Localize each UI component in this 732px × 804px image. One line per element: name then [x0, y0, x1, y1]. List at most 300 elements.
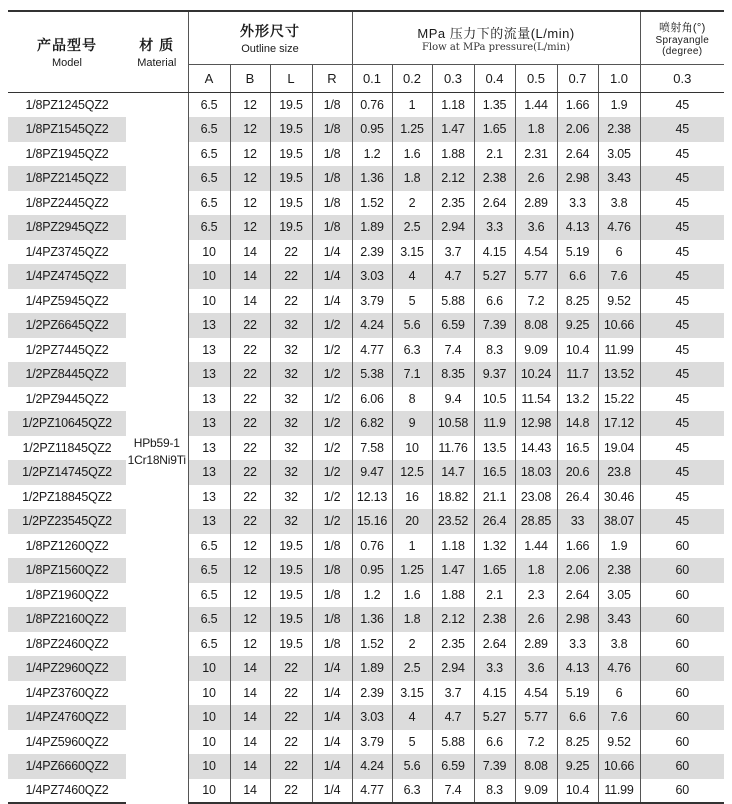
table-row: [8, 313, 724, 338]
cell-spray-angle: 60: [675, 587, 690, 602]
cell-dim-r: 1/4: [312, 264, 352, 289]
cell-spray-angle: 45: [675, 98, 690, 112]
cell-spray-angle: 60: [640, 656, 724, 681]
table-row: [8, 215, 724, 240]
cell-flow-0-7: 20.6: [557, 460, 598, 485]
cell-flow-1-0: 13.52: [598, 362, 640, 387]
cell-flow-0-7: 6.6: [557, 705, 598, 730]
cell-flow-0-4: 7.39: [474, 754, 515, 779]
col-p05-header: 0.5: [515, 65, 557, 93]
cell-dim-r: 1/8: [312, 632, 352, 657]
cell-dim-l: 32: [270, 411, 312, 436]
cell-flow-0-2: 3.15: [392, 240, 432, 265]
cell-spray-angle: 45: [675, 440, 690, 455]
cell-dim-r: 1/8: [312, 142, 352, 167]
cell-flow-0-2: 6.3: [392, 779, 432, 804]
cell-spray-angle: 45: [640, 166, 724, 191]
cell-dim-a: 13: [188, 338, 230, 363]
cell-flow-0-7: 2.06: [557, 117, 598, 142]
cell-flow-1-0: 11.99: [598, 779, 640, 804]
cell-flow-0-2: 1.25: [392, 558, 432, 583]
cell-flow-1-0: 4.76: [598, 215, 640, 240]
spray-header-en1: Sprayangle: [655, 35, 710, 46]
cell-flow-0-1: 15.16: [352, 509, 392, 534]
cell-dim-a: 13: [188, 460, 230, 485]
cell-model: 1/8PZ2460QZ2: [25, 636, 109, 651]
col-p04-header: 0.4: [474, 65, 515, 93]
table-row: [8, 436, 724, 461]
cell-flow-0-5: 3.6: [515, 656, 557, 681]
cell-flow-0-1: 0.95: [352, 558, 392, 583]
cell-flow-1-0: 23.8: [598, 460, 640, 485]
cell-flow-0-1: 9.47: [352, 460, 392, 485]
cell-dim-r: 1/8: [312, 607, 352, 632]
cell-dim-r: 1/4: [312, 289, 352, 314]
cell-dim-r: 1/4: [312, 779, 352, 804]
cell-dim-a: 6.5: [188, 142, 230, 167]
cell-flow-0-1: 4.24: [352, 754, 392, 779]
table-row: [8, 191, 724, 216]
col-p07-header: 0.7: [557, 65, 598, 93]
cell-flow-0-1: 3.79: [360, 734, 384, 749]
cell-flow-0-5: 2.3: [515, 583, 557, 608]
cell-flow-1-0: 10.66: [598, 313, 640, 338]
cell-flow-0-4: 8.3: [474, 779, 515, 804]
cell-flow-0-3: 1.47: [432, 558, 474, 583]
cell-flow-0-7: 5.19: [557, 240, 598, 265]
cell-dim-a: 6.5: [188, 607, 230, 632]
cell-flow-0-4: 9.37: [474, 362, 515, 387]
cell-flow-0-4: 1.65: [474, 558, 515, 583]
cell-dim-l: 32: [270, 387, 312, 412]
cell-flow-0-4: 11.9: [474, 411, 515, 436]
cell-flow-0-1: 4.77: [360, 342, 384, 357]
cell-flow-0-3: 3.7: [432, 681, 474, 706]
cell-dim-l: 22: [270, 289, 312, 314]
table-row: [8, 632, 724, 657]
cell-flow-1-0: 17.12: [598, 411, 640, 436]
cell-dim-a: 10: [188, 754, 230, 779]
cell-flow-0-3: 2.35: [432, 191, 474, 216]
table-row: [8, 656, 724, 681]
cell-dim-b: 12: [230, 558, 270, 583]
cell-flow-0-5: 11.54: [515, 387, 557, 412]
cell-flow-0-2: 10: [392, 436, 432, 461]
cell-dim-r: 1/4: [312, 681, 352, 706]
cell-dim-l: 22: [270, 656, 312, 681]
table-row: [8, 485, 724, 510]
cell-flow-0-5: 12.98: [515, 411, 557, 436]
cell-flow-1-0: 30.46: [598, 485, 640, 510]
cell-flow-0-3: 7.4: [432, 338, 474, 363]
cell-model: 1/8PZ1560QZ2: [8, 558, 126, 583]
cell-flow-0-5: 1.44: [515, 93, 557, 118]
cell-spray-angle: 45: [675, 146, 690, 161]
cell-flow-1-0: 6: [598, 681, 640, 706]
cell-flow-0-3: 5.88: [432, 730, 474, 755]
spec-table-container: [8, 10, 724, 804]
cell-spray-angle: 60: [640, 607, 724, 632]
col-b-header: B: [230, 65, 270, 93]
cell-dim-r: 1/2: [312, 387, 352, 412]
material-cell: [126, 93, 188, 804]
cell-dim-l: 22: [270, 705, 312, 730]
cell-spray-angle: 45: [675, 293, 690, 308]
cell-spray-angle: 60: [640, 558, 724, 583]
table-row: [8, 240, 724, 265]
cell-spray-angle: 60: [640, 705, 724, 730]
cell-dim-a: 10: [188, 681, 230, 706]
cell-flow-0-7: 14.8: [557, 411, 598, 436]
cell-flow-0-3: 14.7: [432, 460, 474, 485]
cell-flow-0-5: 8.08: [515, 754, 557, 779]
cell-dim-r: 1/8: [312, 93, 352, 118]
cell-dim-r: 1/8: [312, 558, 352, 583]
cell-flow-0-3: 1.88: [432, 583, 474, 608]
cell-dim-l: 19.5: [270, 93, 312, 118]
cell-dim-a: 10: [188, 779, 230, 804]
cell-flow-1-0: 11.99: [598, 338, 640, 363]
cell-flow-0-4: 2.1: [474, 583, 515, 608]
cell-flow-0-7: 2.06: [557, 558, 598, 583]
cell-flow-0-4: 1.32: [474, 534, 515, 559]
cell-model: 1/2PZ7445QZ2: [25, 342, 109, 357]
cell-flow-0-4: 26.4: [474, 509, 515, 534]
cell-spray-angle: 45: [675, 489, 690, 504]
cell-dim-b: 22: [230, 411, 270, 436]
cell-dim-l: 19.5: [270, 632, 312, 657]
cell-flow-0-7: 26.4: [557, 485, 598, 510]
cell-flow-0-3: 2.94: [432, 215, 474, 240]
cell-dim-l: 32: [270, 460, 312, 485]
cell-spray-angle: 45: [675, 391, 690, 406]
cell-flow-1-0: 3.8: [598, 632, 640, 657]
cell-model: 1/2PZ14745QZ2: [8, 460, 126, 485]
cell-dim-b: 12: [230, 117, 270, 142]
flow-header-en: Flow at MPa pressure(L/min): [421, 42, 571, 53]
cell-dim-a: 6.5: [188, 93, 230, 118]
cell-flow-0-7: 2.98: [557, 607, 598, 632]
cell-flow-1-0: 7.6: [598, 705, 640, 730]
cell-dim-l: 22: [270, 779, 312, 804]
cell-dim-b: 14: [230, 289, 270, 314]
cell-flow-0-3: 1.88: [432, 142, 474, 167]
table-row: [8, 607, 724, 632]
cell-model: 1/2PZ6645QZ2: [8, 313, 126, 338]
cell-dim-b: 14: [230, 730, 270, 755]
cell-flow-0-2: 5: [392, 730, 432, 755]
table-row: [8, 338, 724, 363]
cell-flow-0-3: 2.35: [432, 632, 474, 657]
cell-dim-b: 22: [230, 362, 270, 387]
table-row: [8, 534, 724, 559]
cell-dim-r: 1/8: [312, 166, 352, 191]
table-row: [8, 142, 724, 167]
cell-flow-0-1: 5.38: [352, 362, 392, 387]
cell-flow-0-4: 3.3: [474, 215, 515, 240]
cell-model: 1/8PZ1545QZ2: [8, 117, 126, 142]
cell-flow-1-0: 9.52: [598, 289, 640, 314]
col-p01-header: 0.1: [352, 65, 392, 93]
cell-flow-0-2: 16: [392, 485, 432, 510]
cell-flow-0-2: 1.8: [392, 607, 432, 632]
cell-flow-0-3: 4.7: [432, 705, 474, 730]
cell-model: 1/8PZ2160QZ2: [8, 607, 126, 632]
table-row: [8, 411, 724, 436]
col-l-header: L: [270, 65, 312, 93]
cell-flow-0-2: 5: [392, 289, 432, 314]
col-p10-header: 1.0: [598, 65, 640, 93]
cell-flow-0-3: 5.88: [432, 289, 474, 314]
cell-flow-0-2: 3.15: [392, 681, 432, 706]
cell-flow-0-4: 4.15: [474, 240, 515, 265]
cell-dim-b: 12: [230, 191, 270, 216]
cell-model: 1/2PZ23545QZ2: [8, 509, 126, 534]
cell-flow-0-7: 1.66: [557, 93, 598, 118]
cell-flow-0-4: 16.5: [474, 460, 515, 485]
cell-flow-0-1: 0.76: [360, 538, 384, 553]
cell-flow-0-1: 0.76: [360, 98, 384, 112]
cell-flow-0-7: 11.7: [557, 362, 598, 387]
outline-header-zh: 外形尺寸: [240, 23, 300, 39]
cell-flow-0-2: 8: [392, 387, 432, 412]
cell-dim-a: 10: [188, 264, 230, 289]
cell-flow-0-5: 4.54: [515, 240, 557, 265]
flow-header-zh: MPa 压力下的流量(L/min): [417, 26, 575, 41]
cell-flow-0-2: 7.1: [392, 362, 432, 387]
cell-dim-l: 19.5: [270, 558, 312, 583]
cell-flow-0-3: 1.18: [432, 534, 474, 559]
cell-flow-0-5: 5.77: [515, 264, 557, 289]
cell-flow-0-2: 1: [392, 93, 432, 118]
cell-flow-0-1: 1.36: [352, 166, 392, 191]
cell-spray-angle: 45: [675, 244, 690, 259]
cell-dim-b: 22: [230, 338, 270, 363]
nozzle-spec-table: [8, 10, 724, 804]
cell-flow-0-7: 5.19: [557, 681, 598, 706]
cell-dim-r: 1/8: [312, 534, 352, 559]
cell-spray-angle: 45: [640, 509, 724, 534]
cell-flow-0-4: 5.27: [474, 264, 515, 289]
cell-dim-l: 22: [270, 240, 312, 265]
cell-flow-0-5: 5.77: [515, 705, 557, 730]
cell-flow-1-0: 7.6: [598, 264, 640, 289]
table-row: [8, 754, 724, 779]
cell-dim-b: 22: [230, 485, 270, 510]
cell-dim-l: 32: [270, 338, 312, 363]
cell-dim-b: 12: [230, 166, 270, 191]
cell-dim-l: 32: [270, 509, 312, 534]
cell-flow-0-3: 6.59: [432, 754, 474, 779]
cell-model: 1/8PZ2445QZ2: [25, 195, 109, 210]
cell-flow-0-7: 4.13: [557, 215, 598, 240]
cell-flow-0-5: 18.03: [515, 460, 557, 485]
cell-flow-0-4: 10.5: [474, 387, 515, 412]
cell-flow-0-4: 2.1: [474, 142, 515, 167]
cell-flow-0-7: 4.13: [557, 656, 598, 681]
cell-dim-a: 13: [188, 485, 230, 510]
cell-spray-angle: 45: [640, 117, 724, 142]
cell-dim-a: 13: [188, 411, 230, 436]
cell-flow-0-1: 1.52: [360, 636, 384, 651]
cell-flow-0-4: 1.35: [474, 93, 515, 118]
cell-model: 1/2PZ8445QZ2: [8, 362, 126, 387]
cell-flow-0-5: 1.8: [515, 558, 557, 583]
cell-dim-b: 12: [230, 142, 270, 167]
cell-dim-a: 10: [188, 240, 230, 265]
cell-dim-r: 1/4: [312, 754, 352, 779]
cell-dim-a: 6.5: [188, 166, 230, 191]
cell-dim-l: 19.5: [270, 191, 312, 216]
cell-spray-angle: 60: [640, 779, 724, 804]
cell-flow-0-5: 4.54: [515, 681, 557, 706]
cell-flow-0-5: 2.6: [515, 607, 557, 632]
cell-dim-a: 6.5: [188, 117, 230, 142]
cell-flow-1-0: 2.38: [598, 558, 640, 583]
cell-model: 1/4PZ7460QZ2: [8, 779, 126, 804]
cell-dim-l: 19.5: [270, 583, 312, 608]
cell-flow-0-1: 12.13: [356, 489, 388, 504]
cell-flow-0-5: 2.89: [515, 632, 557, 657]
cell-spray-angle: 60: [675, 734, 690, 749]
cell-flow-0-2: 1.8: [392, 166, 432, 191]
cell-flow-0-7: 8.25: [557, 289, 598, 314]
cell-dim-r: 1/4: [312, 656, 352, 681]
cell-dim-l: 19.5: [270, 607, 312, 632]
outline-size-header: [188, 11, 352, 65]
cell-flow-0-7: 6.6: [557, 264, 598, 289]
table-row: [8, 730, 724, 755]
cell-spray-angle: 45: [640, 264, 724, 289]
cell-dim-r: 1/8: [312, 583, 352, 608]
cell-flow-0-1: 7.58: [360, 440, 384, 455]
cell-flow-0-2: 5.6: [392, 754, 432, 779]
cell-dim-b: 14: [230, 656, 270, 681]
col-p03-header: 0.3: [432, 65, 474, 93]
cell-flow-0-3: 10.58: [432, 411, 474, 436]
cell-dim-b: 12: [230, 534, 270, 559]
cell-model: 1/4PZ3745QZ2: [25, 244, 109, 259]
cell-flow-1-0: 38.07: [598, 509, 640, 534]
cell-model: 1/8PZ1960QZ2: [25, 587, 109, 602]
cell-flow-0-4: 13.5: [474, 436, 515, 461]
cell-flow-0-3: 8.35: [432, 362, 474, 387]
cell-flow-0-7: 13.2: [557, 387, 598, 412]
cell-flow-1-0: 3.43: [598, 166, 640, 191]
cell-flow-0-2: 4: [392, 264, 432, 289]
cell-dim-r: 1/2: [312, 362, 352, 387]
cell-dim-l: 19.5: [270, 142, 312, 167]
cell-flow-0-4: 4.15: [474, 681, 515, 706]
cell-flow-0-1: 1.2: [363, 146, 381, 161]
cell-dim-b: 22: [230, 509, 270, 534]
cell-dim-a: 13: [188, 362, 230, 387]
cell-dim-a: 13: [188, 509, 230, 534]
cell-flow-0-7: 10.4: [557, 779, 598, 804]
cell-flow-0-1: 4.77: [352, 779, 392, 804]
cell-model: 1/2PZ10645QZ2: [8, 411, 126, 436]
cell-flow-0-3: 1.47: [432, 117, 474, 142]
cell-flow-1-0: 1.9: [598, 93, 640, 118]
cell-flow-1-0: 6: [598, 240, 640, 265]
cell-flow-0-3: 1.18: [432, 93, 474, 118]
cell-flow-0-5: 28.85: [515, 509, 557, 534]
col-a-header: A: [188, 65, 230, 93]
cell-dim-r: 1/2: [312, 313, 352, 338]
cell-spray-angle: 45: [640, 362, 724, 387]
cell-flow-1-0: 1.9: [598, 534, 640, 559]
cell-flow-0-4: 21.1: [474, 485, 515, 510]
spray-angle-header: [640, 11, 724, 65]
cell-dim-l: 22: [270, 681, 312, 706]
cell-dim-r: 1/2: [312, 338, 352, 363]
cell-dim-b: 22: [230, 387, 270, 412]
cell-flow-0-4: 2.64: [474, 191, 515, 216]
cell-dim-a: 6.5: [188, 632, 230, 657]
cell-dim-l: 32: [270, 313, 312, 338]
table-row: [8, 460, 724, 485]
spray-header-en2: (degree): [662, 46, 703, 57]
model-header: [8, 11, 126, 93]
table-row: [8, 705, 724, 730]
cell-dim-r: 1/2: [312, 411, 352, 436]
cell-flow-0-5: 1.8: [515, 117, 557, 142]
cell-flow-0-2: 2.5: [392, 656, 432, 681]
cell-dim-b: 22: [230, 460, 270, 485]
cell-flow-1-0: 10.66: [598, 754, 640, 779]
cell-dim-b: 12: [230, 632, 270, 657]
cell-flow-0-2: 12.5: [392, 460, 432, 485]
cell-flow-0-5: 23.08: [515, 485, 557, 510]
cell-flow-0-5: 2.6: [515, 166, 557, 191]
cell-dim-b: 12: [230, 583, 270, 608]
cell-dim-b: 14: [230, 754, 270, 779]
cell-flow-0-1: 1.36: [352, 607, 392, 632]
cell-spray-angle: 45: [675, 195, 690, 210]
cell-dim-l: 32: [270, 436, 312, 461]
cell-flow-0-5: 2.31: [515, 142, 557, 167]
cell-model: 1/8PZ2945QZ2: [8, 215, 126, 240]
cell-flow-0-2: 2.5: [392, 215, 432, 240]
cell-flow-0-2: 20: [392, 509, 432, 534]
material-header-zh: 材 质: [139, 37, 175, 53]
cell-flow-1-0: 3.43: [598, 607, 640, 632]
cell-dim-l: 22: [270, 730, 312, 755]
cell-model: 1/8PZ2145QZ2: [8, 166, 126, 191]
cell-dim-a: 13: [188, 313, 230, 338]
cell-flow-0-2: 4: [392, 705, 432, 730]
table-row: [8, 558, 724, 583]
cell-spray-angle: 45: [640, 313, 724, 338]
cell-spray-angle: 45: [675, 342, 690, 357]
cell-dim-r: 1/4: [312, 705, 352, 730]
cell-spray-angle: 60: [640, 754, 724, 779]
cell-flow-0-3: 2.12: [432, 166, 474, 191]
table-row: [8, 681, 724, 706]
cell-flow-0-7: 8.25: [557, 730, 598, 755]
cell-flow-0-1: 3.03: [352, 264, 392, 289]
cell-flow-0-1: 1.89: [352, 656, 392, 681]
cell-dim-r: 1/8: [312, 215, 352, 240]
cell-model: 1/4PZ4760QZ2: [8, 705, 126, 730]
cell-model: 1/8PZ1245QZ2: [25, 98, 109, 112]
cell-spray-angle: 60: [675, 636, 690, 651]
cell-flow-0-1: 1.2: [363, 587, 381, 602]
cell-flow-0-5: 10.24: [515, 362, 557, 387]
material-line: HPb59-1: [133, 436, 180, 450]
cell-flow-0-3: 18.82: [432, 485, 474, 510]
cell-model: 1/2PZ11845QZ2: [22, 440, 112, 455]
